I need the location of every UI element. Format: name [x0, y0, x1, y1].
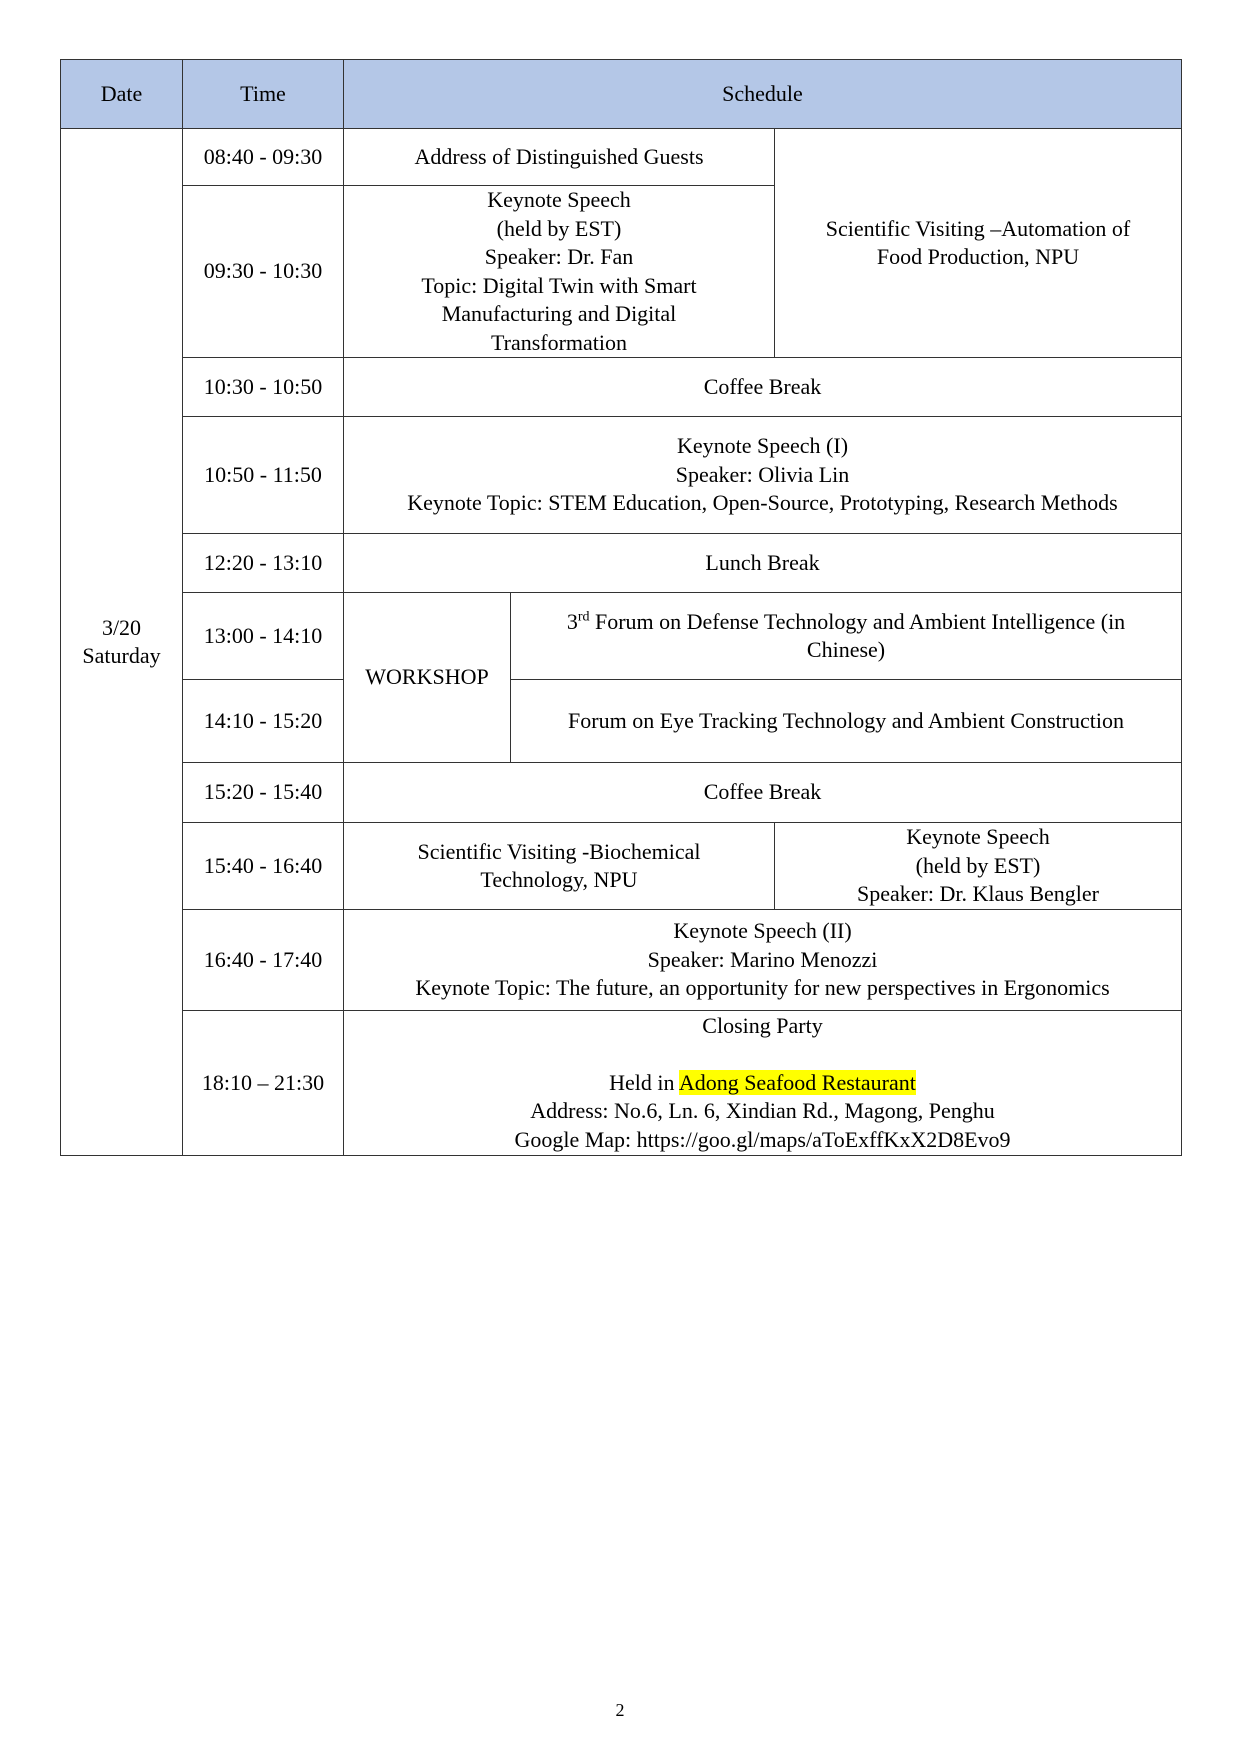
- table-row: [61, 910, 1182, 1011]
- keynote-cell: Keynote Speech (held by EST) Speaker: Dr. Fan Topic: Digital Twin with Smart Manufacturing and Digital Transformation: [344, 186, 775, 358]
- table-row: [61, 1011, 1182, 1156]
- venue-highlight: Adong Seafood Restaurant: [678, 1069, 916, 1095]
- date-weekday: Saturday: [82, 643, 161, 668]
- time-cell: 12:20 - 13:10: [183, 534, 344, 593]
- date-day: 3/20: [101, 614, 142, 640]
- scientific-visit-cell: Scientific Visiting -Biochemical Technology, NPU: [344, 823, 775, 910]
- map-link[interactable]: Google Map: https://goo.gl/maps/aToExffKxX2D8Evo9: [514, 1126, 1011, 1152]
- event-cell: Coffee Break: [344, 763, 1182, 823]
- time-cell: 08:40 - 09:30: [183, 129, 344, 186]
- event-cell: Lunch Break: [344, 534, 1182, 593]
- time-cell: 15:20 - 15:40: [183, 763, 344, 823]
- closing-party-cell: Closing Party Held in Adong Seafood Restaurant Address: No.6, Ln. 6, Xindian Rd., Magong, Penghu Google Map: https://goo.gl/maps/aToExffKxX2D8Evo9: [344, 1011, 1182, 1156]
- time-cell: 09:30 - 10:30: [183, 186, 344, 358]
- time-cell: 10:50 - 11:50: [183, 417, 344, 534]
- time-cell: 16:40 - 17:40: [183, 910, 344, 1011]
- table-row: [61, 823, 1182, 910]
- event-cell: Coffee Break: [344, 358, 1182, 417]
- header-row: [61, 60, 1182, 129]
- forum-cell: 3rd Forum on Defense Technology and Ambient Intelligence (in Chinese): [511, 593, 1182, 680]
- closing-party-title: Closing Party: [702, 1012, 823, 1038]
- header-time: Time: [183, 60, 344, 129]
- table-row: [61, 129, 1182, 186]
- date-cell: [61, 129, 183, 1156]
- event-cell: Address of Distinguished Guests: [344, 129, 775, 186]
- keynote-cell: Keynote Speech (I) Speaker: Olivia Lin Keynote Topic: STEM Education, Open-Source, Prototyping, Research Methods: [344, 417, 1182, 534]
- venue-address: Address: No.6, Ln. 6, Xindian Rd., Magong, Penghu: [530, 1098, 995, 1124]
- time-cell: 14:10 - 15:20: [183, 680, 344, 763]
- time-cell: 10:30 - 10:50: [183, 358, 344, 417]
- time-cell: 15:40 - 16:40: [183, 823, 344, 910]
- table-row: [61, 417, 1182, 534]
- time-cell: 18:10 – 21:30: [183, 1011, 344, 1156]
- table-row: [61, 593, 1182, 680]
- keynote-cell: Keynote Speech (held by EST) Speaker: Dr. Klaus Bengler: [775, 823, 1182, 910]
- page-number: 2: [615, 1700, 625, 1720]
- forum-cell: Forum on Eye Tracking Technology and Ambient Construction: [511, 680, 1182, 763]
- time-cell: 13:00 - 14:10: [183, 593, 344, 680]
- table-row: [61, 680, 1182, 763]
- table-row: [61, 358, 1182, 417]
- table-row: [61, 763, 1182, 823]
- keynote-cell: Keynote Speech (II) Speaker: Marino Menozzi Keynote Topic: The future, an opportunity for new perspectives in Ergonomics: [344, 910, 1182, 1011]
- scientific-visit-cell: Scientific Visiting –Automation of Food Production, NPU: [775, 129, 1182, 358]
- table-row: [61, 534, 1182, 593]
- workshop-cell: WORKSHOP: [344, 593, 511, 763]
- schedule-table: [60, 59, 1182, 1156]
- header-schedule: Schedule: [344, 60, 1182, 129]
- header-date: Date: [61, 60, 183, 129]
